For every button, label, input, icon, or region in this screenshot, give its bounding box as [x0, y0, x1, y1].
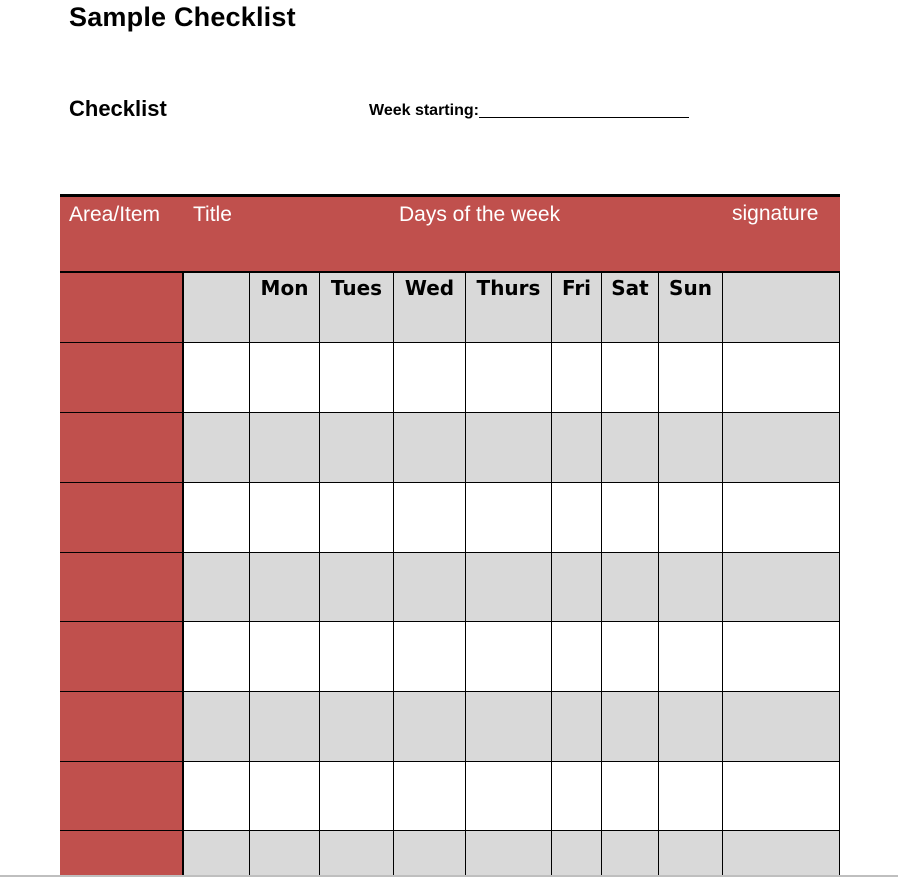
cell-tues[interactable]: [320, 413, 394, 483]
header-area-item: Area/Item: [69, 203, 161, 226]
week-starting-label: Week starting:: [369, 102, 479, 119]
cell-sun[interactable]: [659, 622, 723, 692]
cell-fri[interactable]: [552, 413, 602, 483]
cell-title[interactable]: [184, 553, 250, 622]
cell-title[interactable]: [184, 343, 250, 413]
cell-title[interactable]: [184, 273, 250, 343]
cell-wed[interactable]: [394, 553, 466, 622]
cell-title[interactable]: [184, 762, 250, 831]
cell-area[interactable]: [60, 553, 184, 622]
cell-thurs[interactable]: [466, 413, 552, 483]
cell-fri[interactable]: [552, 553, 602, 622]
cell-tues[interactable]: [320, 762, 394, 831]
cell-tues[interactable]: [320, 692, 394, 762]
cell-sun[interactable]: [659, 831, 723, 877]
cell-wed[interactable]: [394, 413, 466, 483]
cell-mon: [250, 273, 320, 343]
checklist-grid: [60, 273, 840, 877]
cell-sat[interactable]: [602, 622, 659, 692]
cell-wed[interactable]: [394, 692, 466, 762]
table-row: [60, 622, 840, 692]
cell-fri[interactable]: [552, 762, 602, 831]
cell-wed[interactable]: [394, 762, 466, 831]
cell-area[interactable]: [60, 273, 184, 343]
day-label-fri: Fri: [561, 276, 592, 300]
cell-signature[interactable]: [723, 622, 840, 692]
day-label-thurs: Thurs: [476, 276, 541, 300]
checklist-subtitle: Checklist: [69, 96, 167, 121]
cell-tues[interactable]: [320, 483, 394, 553]
cell-area[interactable]: [60, 622, 184, 692]
cell-mon[interactable]: [250, 762, 320, 831]
cell-signature[interactable]: [723, 762, 840, 831]
header-days-of-week: Days of the week: [399, 203, 561, 226]
cell-title[interactable]: [184, 413, 250, 483]
table-row: [60, 692, 840, 762]
cell-sat[interactable]: [602, 762, 659, 831]
cell-area[interactable]: [60, 483, 184, 553]
cell-wed: [394, 273, 466, 343]
cell-sat[interactable]: [602, 831, 659, 877]
day-label-wed: Wed: [404, 276, 455, 300]
cell-mon[interactable]: [250, 483, 320, 553]
cell-sun[interactable]: [659, 762, 723, 831]
cell-sat: [602, 273, 659, 343]
cell-title[interactable]: [184, 831, 250, 877]
cell-sat[interactable]: [602, 413, 659, 483]
table-row: [60, 343, 840, 413]
cell-tues[interactable]: [320, 343, 394, 413]
cell-mon[interactable]: [250, 343, 320, 413]
cell-fri[interactable]: [552, 692, 602, 762]
cell-title[interactable]: [184, 483, 250, 553]
cell-signature[interactable]: [723, 273, 840, 343]
cell-signature[interactable]: [723, 343, 840, 413]
header-title: Title: [193, 203, 232, 226]
cell-sun[interactable]: [659, 692, 723, 762]
table-row: [60, 483, 840, 553]
cell-title[interactable]: [184, 692, 250, 762]
cell-title[interactable]: [184, 622, 250, 692]
cell-mon[interactable]: [250, 413, 320, 483]
cell-signature[interactable]: [723, 483, 840, 553]
cell-thurs[interactable]: [466, 483, 552, 553]
table-header-band: [60, 194, 840, 274]
cell-wed[interactable]: [394, 483, 466, 553]
cell-sun[interactable]: [659, 483, 723, 553]
cell-mon[interactable]: [250, 622, 320, 692]
cell-area[interactable]: [60, 413, 184, 483]
table-row: [60, 413, 840, 483]
cell-sat[interactable]: [602, 692, 659, 762]
cell-wed[interactable]: [394, 343, 466, 413]
cell-thurs[interactable]: [466, 762, 552, 831]
document-title: Sample Checklist: [69, 2, 296, 32]
week-starting-field: [369, 102, 689, 120]
cell-sun[interactable]: [659, 553, 723, 622]
cell-area[interactable]: [60, 692, 184, 762]
header-signature: signature: [732, 202, 819, 225]
cell-thurs[interactable]: [466, 831, 552, 877]
cell-area[interactable]: [60, 762, 184, 831]
cell-sat[interactable]: [602, 343, 659, 413]
day-label-sun: Sun: [669, 276, 712, 300]
cell-fri[interactable]: [552, 831, 602, 877]
cell-sun[interactable]: [659, 413, 723, 483]
cell-tues: [320, 273, 394, 343]
cell-signature[interactable]: [723, 413, 840, 483]
cell-area[interactable]: [60, 343, 184, 413]
cell-thurs[interactable]: [466, 692, 552, 762]
table-row: [60, 762, 840, 831]
table-row: [60, 553, 840, 622]
table-row: [60, 831, 840, 877]
cell-area[interactable]: [60, 831, 184, 877]
cell-wed[interactable]: [394, 831, 466, 877]
week-starting-blank-line[interactable]: [479, 117, 689, 118]
cell-mon[interactable]: [250, 831, 320, 877]
cell-thurs[interactable]: [466, 553, 552, 622]
cell-signature[interactable]: [723, 553, 840, 622]
cell-fri[interactable]: [552, 622, 602, 692]
day-label-mon: Mon: [260, 276, 309, 300]
cell-sat[interactable]: [602, 483, 659, 553]
cell-signature[interactable]: [723, 831, 840, 877]
cell-mon[interactable]: [250, 553, 320, 622]
cell-tues[interactable]: [320, 622, 394, 692]
cell-fri[interactable]: [552, 483, 602, 553]
cell-tues[interactable]: [320, 553, 394, 622]
cell-sun[interactable]: [659, 343, 723, 413]
cell-sat[interactable]: [602, 553, 659, 622]
cell-thurs[interactable]: [466, 622, 552, 692]
cell-fri: [552, 273, 602, 343]
cell-signature[interactable]: [723, 692, 840, 762]
cell-tues[interactable]: [320, 831, 394, 877]
day-label-tues: Tues: [330, 276, 383, 300]
cell-sun: [659, 273, 723, 343]
day-label-sat: Sat: [611, 276, 649, 300]
day-header-row: [60, 273, 840, 343]
cell-thurs[interactable]: [466, 343, 552, 413]
cell-wed[interactable]: [394, 622, 466, 692]
cell-thurs: [466, 273, 552, 343]
cell-fri[interactable]: [552, 343, 602, 413]
cell-mon[interactable]: [250, 692, 320, 762]
